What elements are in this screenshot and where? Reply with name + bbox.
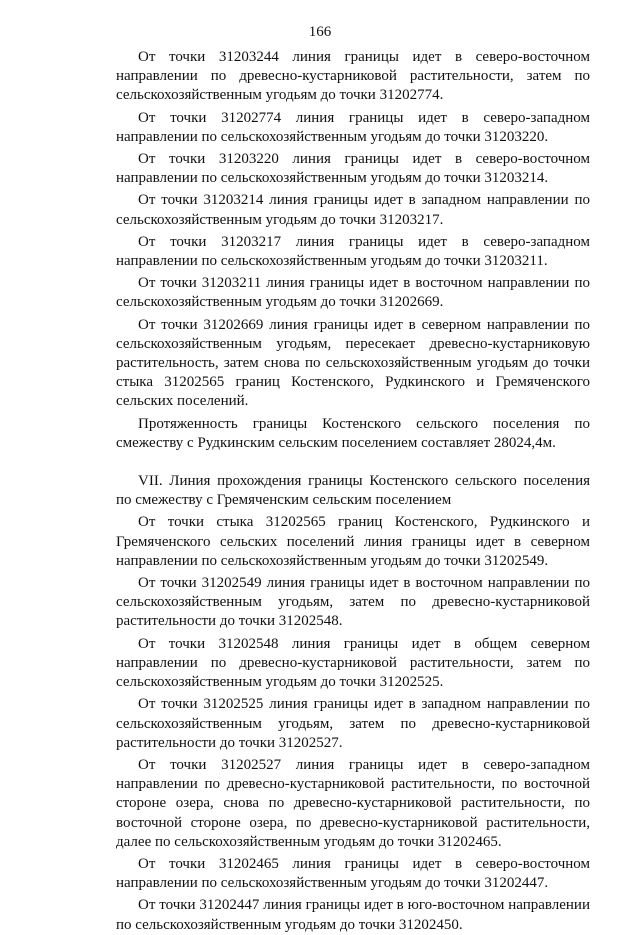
- paragraph: От точки 31202669 линия границы идет в северном направлении по сельскохозяйственным угодьям, пересекает древесно-кустарниковую растительность, затем снова по сельскохозяйственным угодьям до точки стыка 31202565 границ Костенского, Рудкинского и Гремяченского сельских поселений.: [116, 316, 590, 410]
- paragraph: От точки 31202527 линия границы идет в северо-западном направлении по древесно-кустарниковой растительности, по восточной стороне озера, снова по древесно-кустарниковой растительности, по восточной стороне озера, по древесно-кустарниковой растительности, далее по сельскохозяйственным угодьям до точки 31202465.: [116, 756, 590, 850]
- paragraph: От точки стыка 31202565 границ Костенского, Рудкинского и Гремяченского сельских поселений линия границы идет в северном направлении по сельскохозяйственным угодьям до точки 31202549.: [116, 514, 590, 569]
- paragraph: От точки 31203220 линия границы идет в северо-восточном направлении по сельскохозяйственным угодьям до точки 31203214.: [116, 151, 590, 187]
- paragraph: От точки 31202447 линия границы идет в юго-восточном направлении по сельскохозяйственным угодьям до точки 31202450.: [116, 897, 590, 933]
- paragraph: От точки 31203244 линия границы идет в северо-восточном направлении по древесно-кустарниковой растительности, затем по сельскохозяйственным угодьям до точки 31202774.: [116, 49, 590, 104]
- section-heading: VII. Линия прохождения границы Костенского сельского поселения по смежеству с Гремяченским сельским поселением: [116, 473, 590, 509]
- paragraph: От точки 31202465 линия границы идет в северо-восточном направлении по сельскохозяйственным угодьям до точки 31202447.: [116, 855, 590, 892]
- paragraph: От точки 31202548 линия границы идет в общем северном направлении по древесно-кустарниковой растительности, затем по сельскохозяйственным угодьям до точки 31202525.: [116, 635, 590, 691]
- document-body: [116, 48, 590, 935]
- page-number: 166: [308, 24, 332, 40]
- paragraph: От точки 31202774 линия границы идет в северо-западном направлении по сельскохозяйственным угодьям до точки 31203220.: [116, 109, 590, 145]
- paragraph: От точки 31202549 линия границы идет в восточном направлении по сельскохозяйственным угодьям, затем по древесно-кустарниковой растительности до точки 31202548.: [116, 575, 590, 630]
- paragraph: От точки 31203211 линия границы идет в восточном направлении по сельскохозяйственным угодьям до точки 31202669.: [116, 275, 590, 311]
- paragraph: От точки 31203214 линия границы идет в западном направлении по сельскохозяйственным угодьям до точки 31203217.: [116, 192, 590, 228]
- paragraph: От точки 31202525 линия границы идет в западном направлении по сельскохозяйственным угодьям, затем по древесно-кустарниковой растительности до точки 31202527.: [116, 696, 590, 751]
- paragraph-summary: Протяженность границы Костенского сельского поселения по смежеству с Рудкинским сельским поселением составляет 28024,4м.: [116, 415, 590, 451]
- paragraph: От точки 31203217 линия границы идет в северо-западном направлении по сельскохозяйственным угодьям до точки 31203211.: [116, 233, 590, 270]
